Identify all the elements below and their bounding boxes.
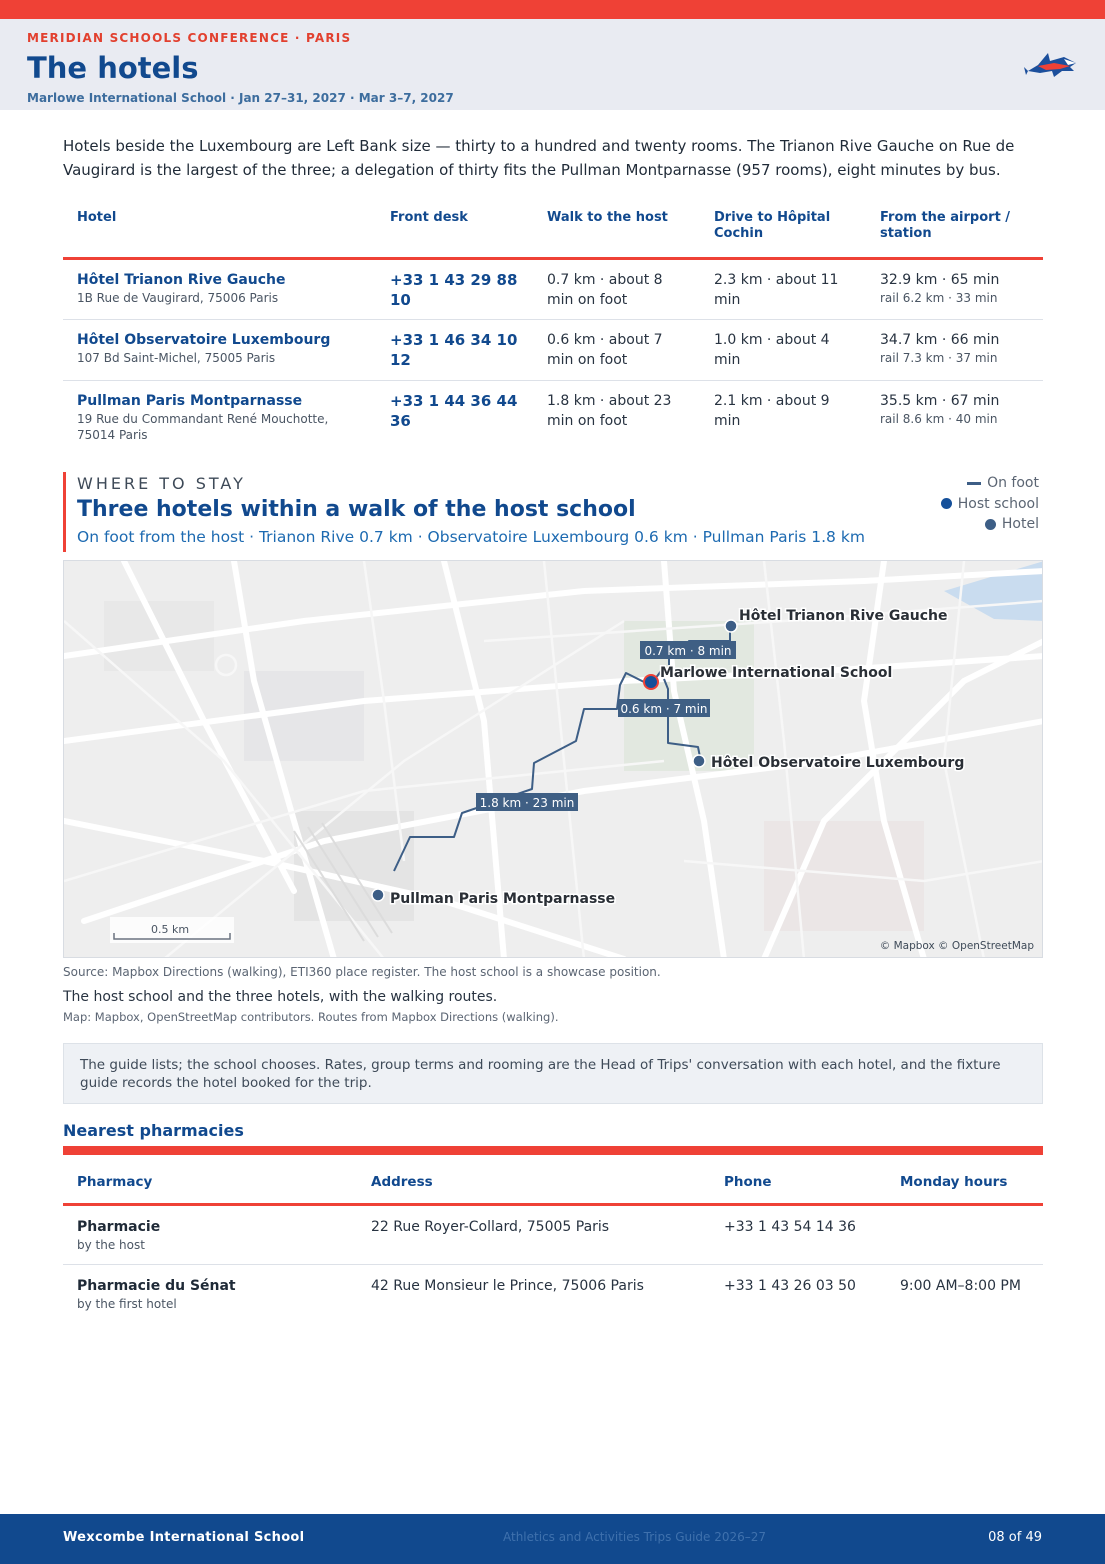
map-attribution[interactable]: © Mapbox © OpenStreetMap bbox=[879, 940, 1034, 952]
pharmacy-name: Pharmacie du Sénat bbox=[77, 1278, 236, 1294]
footer-school: Wexcombe International School bbox=[63, 1530, 305, 1545]
column-header: Pharmacy bbox=[63, 1163, 357, 1205]
column-header: Walk to the host bbox=[533, 205, 700, 258]
map-credit: Map: Mapbox, OpenStreetMap contributors. Routes from Mapbox Directions (walking). bbox=[63, 1010, 559, 1024]
walking-map[interactable] bbox=[63, 560, 1043, 958]
page-header bbox=[0, 19, 1105, 110]
hotel-marker-pullman[interactable] bbox=[372, 889, 384, 901]
column-header: Drive to Hôpital Cochin bbox=[700, 205, 866, 258]
drive-time: 2.3 km · about 11 min bbox=[700, 258, 866, 319]
airport-time: 35.5 km · 67 min bbox=[880, 392, 1000, 409]
section-title: Three hotels within a walk of the host school bbox=[77, 497, 636, 522]
pharmacy-hours bbox=[886, 1205, 1043, 1265]
pharmacy-name: Pharmacie bbox=[77, 1219, 161, 1235]
school-dot-icon bbox=[941, 498, 952, 509]
table-row bbox=[63, 1265, 1043, 1324]
legend-item-hotel: Hotel bbox=[941, 514, 1039, 535]
walk-time: 0.6 km · about 7 min on foot bbox=[533, 319, 700, 380]
pharmacies-title: Nearest pharmacies bbox=[63, 1121, 244, 1140]
pharmacy-address: 42 Rue Monsieur le Prince, 75006 Paris bbox=[371, 1278, 644, 1294]
pharmacy-note: by the first hotel bbox=[77, 1297, 177, 1311]
section-subtitle: On foot from the host · Trianon Rive 0.7 km · Observatoire Luxembourg 0.6 km · Pullman Paris 1.8 km bbox=[77, 528, 865, 546]
page-footer bbox=[0, 1514, 1105, 1564]
route-label-trianon: 0.7 km · 8 min bbox=[644, 644, 732, 658]
map-canvas bbox=[64, 561, 1043, 958]
legend-item-on-foot: On foot bbox=[941, 473, 1039, 494]
hotel-name: Pullman Paris Montparnasse bbox=[77, 392, 303, 409]
legend-item-host-school: Host school bbox=[941, 494, 1039, 515]
top-accent-bar bbox=[0, 0, 1105, 19]
hotel-phone: +33 1 46 34 10 12 bbox=[390, 330, 518, 369]
table-row bbox=[63, 380, 1043, 451]
walk-time: 1.8 km · about 23 min on foot bbox=[547, 392, 672, 429]
table-row bbox=[63, 258, 1043, 319]
hotel-name: Hôtel Observatoire Luxembourg bbox=[77, 331, 331, 348]
hotel-table-header bbox=[63, 205, 1043, 258]
label-trianon: Hôtel Trianon Rive Gauche bbox=[739, 608, 948, 624]
shark-logo-icon bbox=[1024, 45, 1080, 83]
airport-time: 32.9 km · 65 min bbox=[880, 271, 1000, 288]
hotel-marker-trianon[interactable] bbox=[725, 620, 737, 632]
label-school: Marlowe International School bbox=[660, 665, 893, 681]
map-source: Source: Mapbox Directions (walking), ETI360 place register. The host school is a showcase position. bbox=[63, 965, 661, 979]
pharmacy-table-header bbox=[63, 1163, 1043, 1205]
pharmacy-phone: +33 1 43 54 14 36 bbox=[710, 1205, 886, 1265]
walk-time: 0.7 km · about 8 min on foot bbox=[533, 258, 700, 319]
label-pullman: Pullman Paris Montparnasse bbox=[390, 891, 616, 907]
pharmacy-table bbox=[63, 1163, 1043, 1323]
footer-guide-title: Athletics and Activities Trips Guide 2026–27 bbox=[503, 1530, 767, 1544]
pharmacy-address: 22 Rue Royer-Collard, 75005 Paris bbox=[357, 1205, 710, 1265]
route-label-observatoire: 0.6 km · 7 min bbox=[620, 702, 708, 716]
intro-paragraph: Hotels beside the Luxembourg are Left Bank size — thirty to a hundred and twenty rooms. The Trianon Rive Gauche on Rue de Vaugirard is the largest of the three; a delegation of thirty fits the Pullman Montparnasse (957 rooms), eight minutes by bus. bbox=[63, 137, 1015, 179]
rail-time: rail 6.2 km · 33 min bbox=[880, 290, 998, 305]
rail-time: rail 8.6 km · 40 min bbox=[880, 411, 998, 426]
hotel-dot-icon bbox=[985, 519, 996, 530]
pharmacy-hours: 9:00 AM–8:00 PM bbox=[900, 1278, 1021, 1294]
hotel-name: Hôtel Trianon Rive Gauche bbox=[77, 271, 286, 288]
column-header: Front desk bbox=[376, 205, 533, 258]
header-kicker: MERIDIAN SCHOOLS CONFERENCE · PARIS bbox=[27, 31, 352, 45]
table-row bbox=[63, 319, 1043, 380]
page-title: The hotels bbox=[27, 51, 199, 85]
map-caption: The host school and the three hotels, with the walking routes. bbox=[63, 989, 498, 1005]
drive-time: 1.0 km · about 4 min bbox=[700, 319, 866, 380]
column-header: Address bbox=[357, 1163, 710, 1205]
column-header: Hotel bbox=[63, 205, 376, 258]
section-eyebrow: WHERE TO STAY bbox=[77, 474, 246, 493]
column-header: Phone bbox=[710, 1163, 886, 1205]
hotel-phone: +33 1 44 36 44 36 bbox=[390, 391, 518, 430]
airport-time: 34.7 km · 66 min bbox=[880, 331, 1000, 348]
rail-time: rail 7.3 km · 37 min bbox=[880, 350, 998, 365]
hotel-address: 19 Rue du Commandant René Mouchotte, 75014 Paris bbox=[77, 411, 329, 442]
route-line-icon bbox=[967, 482, 981, 485]
scale-label: 0.5 km bbox=[150, 923, 190, 936]
pharmacy-note: by the host bbox=[77, 1238, 145, 1252]
route-label-pullman: 1.8 km · 23 min bbox=[479, 796, 575, 810]
column-header: From the airport / station bbox=[866, 205, 1043, 258]
pharmacies-accent-bar bbox=[63, 1146, 1043, 1155]
host-school-marker[interactable] bbox=[644, 675, 658, 689]
pharmacy-phone: +33 1 43 26 03 50 bbox=[724, 1278, 856, 1294]
label-observatoire: Hôtel Observatoire Luxembourg bbox=[711, 755, 965, 771]
hotel-address: 1B Rue de Vaugirard, 75006 Paris bbox=[77, 290, 279, 305]
hotel-phone: +33 1 43 29 88 10 bbox=[390, 270, 518, 309]
hotel-marker-observatoire[interactable] bbox=[693, 755, 705, 767]
footer-page-number: 08 of 49 bbox=[988, 1530, 1042, 1545]
header-subtitle: Marlowe International School · Jan 27–31, 2027 · Mar 3–7, 2027 bbox=[27, 91, 454, 105]
hotel-table bbox=[63, 205, 1043, 451]
map-legend bbox=[941, 473, 1039, 535]
drive-time: 2.1 km · about 9 min bbox=[714, 392, 830, 429]
column-header: Monday hours bbox=[886, 1163, 1043, 1205]
guide-note: The guide lists; the school chooses. Rates, group terms and rooming are the Head of Trips' conversation with each hotel, and the fixture guide records the hotel booked for the trip. bbox=[63, 1043, 1043, 1104]
hotel-address: 107 Bd Saint-Michel, 75005 Paris bbox=[77, 350, 276, 365]
map-section-heading bbox=[63, 472, 1043, 552]
table-row bbox=[63, 1205, 1043, 1265]
